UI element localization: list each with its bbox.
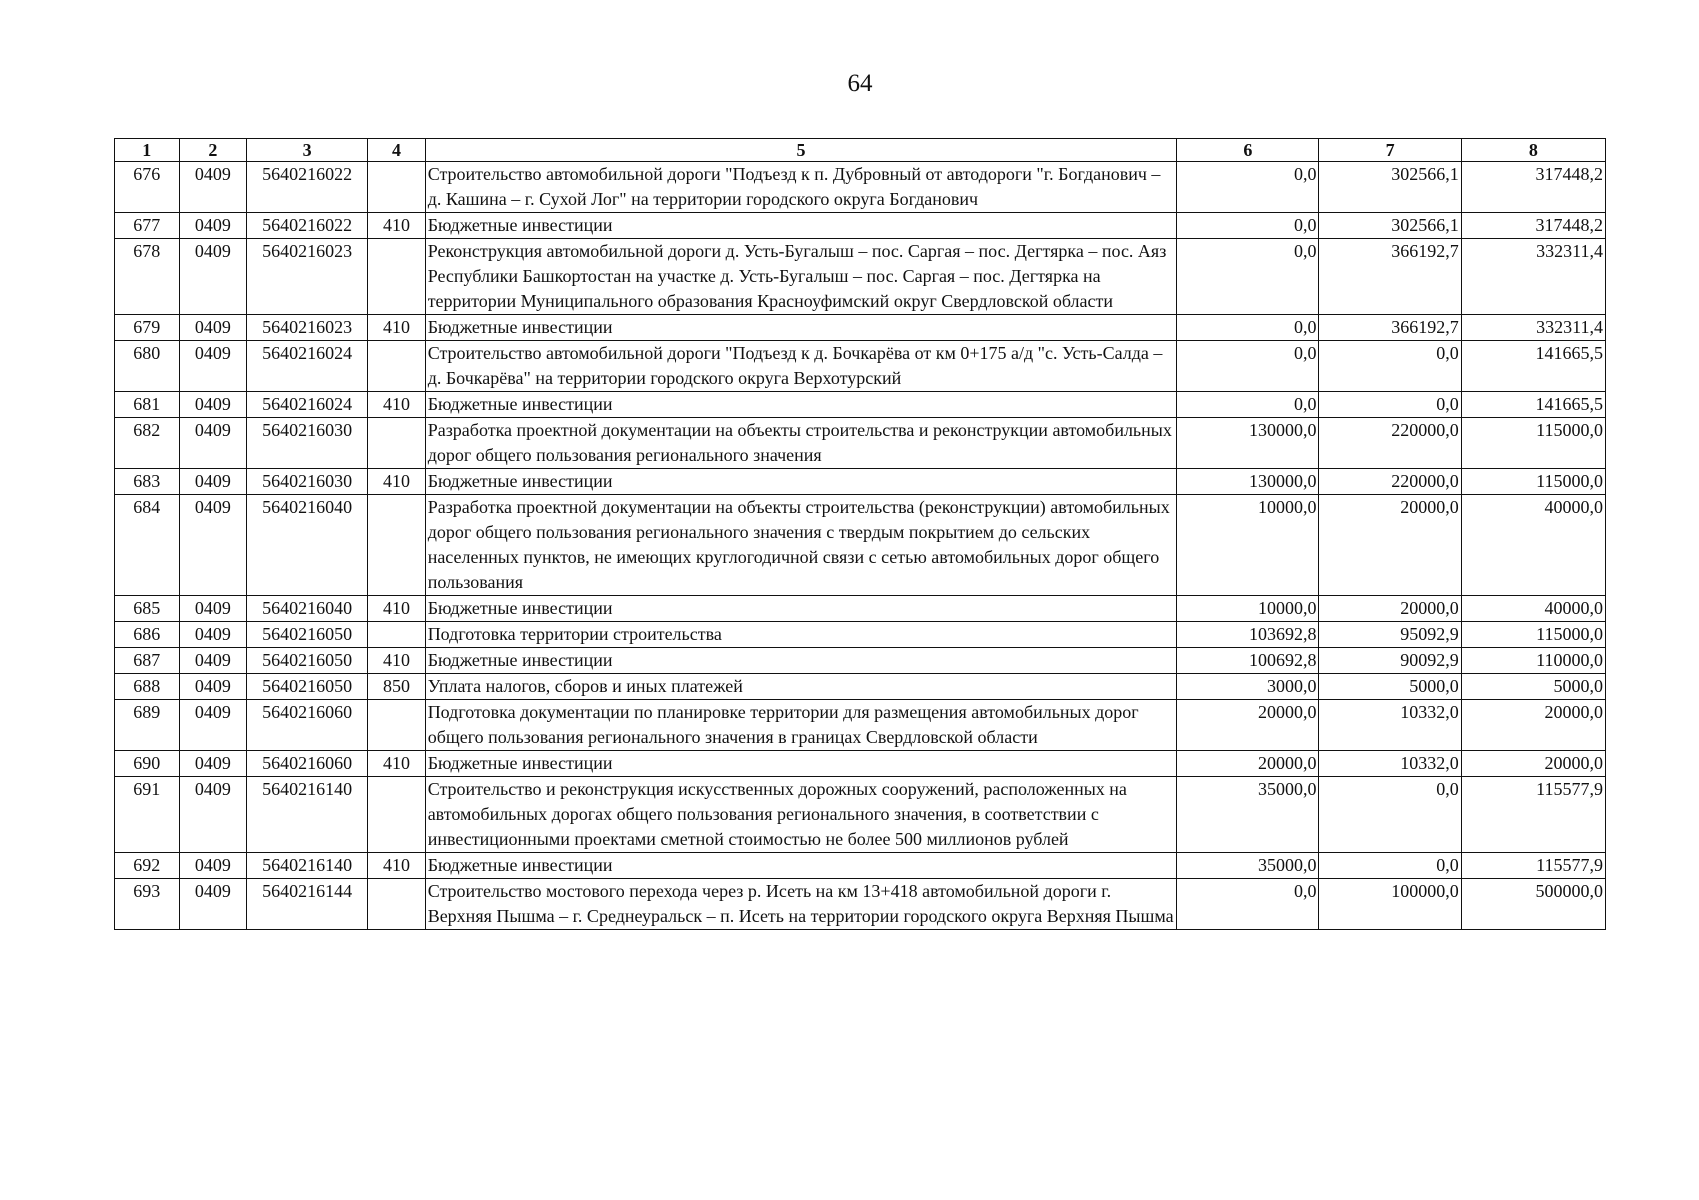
expense-type-code: 410 (368, 392, 426, 418)
amount-col7: 0,0 (1319, 341, 1461, 392)
target-code: 5640216050 (247, 648, 368, 674)
amount-col7: 10332,0 (1319, 751, 1461, 777)
row-number: 679 (115, 315, 180, 341)
target-code: 5640216023 (247, 315, 368, 341)
amount-col6: 0,0 (1177, 315, 1319, 341)
amount-col6: 0,0 (1177, 213, 1319, 239)
expense-type-code (368, 700, 426, 751)
expense-type-code (368, 162, 426, 213)
amount-col8: 332311,4 (1461, 239, 1605, 315)
amount-col6: 130000,0 (1177, 469, 1319, 495)
table-row (115, 162, 1606, 213)
expense-type-code: 410 (368, 648, 426, 674)
amount-col7: 95092,9 (1319, 622, 1461, 648)
section-code: 0409 (179, 700, 247, 751)
expense-type-code: 410 (368, 596, 426, 622)
table-row (115, 239, 1606, 315)
amount-col7: 302566,1 (1319, 162, 1461, 213)
table-row (115, 751, 1606, 777)
column-header: 3 (247, 139, 368, 162)
section-code: 0409 (179, 674, 247, 700)
expense-type-code (368, 239, 426, 315)
target-code: 5640216050 (247, 622, 368, 648)
amount-col8: 40000,0 (1461, 596, 1605, 622)
target-code: 5640216023 (247, 239, 368, 315)
amount-col6: 103692,8 (1177, 622, 1319, 648)
item-name: Бюджетные инвестиции (425, 751, 1177, 777)
item-name: Строительство мостового перехода через р. Исеть на км 13+418 автомобильной дороги г. Верхняя Пышма – г. Среднеуральск – п. Исеть на территории городского округа Верхняя Пышма (425, 879, 1177, 930)
row-number: 692 (115, 853, 180, 879)
amount-col7: 366192,7 (1319, 315, 1461, 341)
table-row (115, 213, 1606, 239)
item-name: Бюджетные инвестиции (425, 853, 1177, 879)
section-code: 0409 (179, 341, 247, 392)
section-code: 0409 (179, 648, 247, 674)
amount-col6: 0,0 (1177, 162, 1319, 213)
amount-col6: 3000,0 (1177, 674, 1319, 700)
amount-col6: 0,0 (1177, 879, 1319, 930)
table-row (115, 700, 1606, 751)
table-row (115, 622, 1606, 648)
section-code: 0409 (179, 213, 247, 239)
row-number: 683 (115, 469, 180, 495)
target-code: 5640216060 (247, 751, 368, 777)
section-code: 0409 (179, 392, 247, 418)
target-code: 5640216022 (247, 213, 368, 239)
amount-col8: 40000,0 (1461, 495, 1605, 596)
row-number: 684 (115, 495, 180, 596)
section-code: 0409 (179, 853, 247, 879)
target-code: 5640216022 (247, 162, 368, 213)
row-number: 682 (115, 418, 180, 469)
item-name: Разработка проектной документации на объекты строительства (реконструкции) автомобильных дорог общего пользования регионального значения с твердым покрытием до сельских населенных пунктов, не имеющих круглогодичной связи с сетью автомобильных дорог общего пользования (425, 495, 1177, 596)
table-row (115, 777, 1606, 853)
section-code: 0409 (179, 162, 247, 213)
amount-col8: 115577,9 (1461, 853, 1605, 879)
item-name: Бюджетные инвестиции (425, 315, 1177, 341)
row-number: 686 (115, 622, 180, 648)
target-code: 5640216024 (247, 392, 368, 418)
row-number: 691 (115, 777, 180, 853)
amount-col8: 332311,4 (1461, 315, 1605, 341)
amount-col7: 0,0 (1319, 853, 1461, 879)
amount-col7: 220000,0 (1319, 469, 1461, 495)
section-code: 0409 (179, 239, 247, 315)
amount-col6: 35000,0 (1177, 777, 1319, 853)
expense-type-code: 410 (368, 213, 426, 239)
column-header: 2 (179, 139, 247, 162)
target-code: 5640216060 (247, 700, 368, 751)
table-row (115, 674, 1606, 700)
amount-col8: 115000,0 (1461, 418, 1605, 469)
table-row (115, 418, 1606, 469)
amount-col6: 0,0 (1177, 392, 1319, 418)
amount-col8: 317448,2 (1461, 162, 1605, 213)
section-code: 0409 (179, 469, 247, 495)
expense-type-code (368, 879, 426, 930)
page-number: 64 (847, 70, 873, 97)
column-header: 4 (368, 139, 426, 162)
amount-col7: 90092,9 (1319, 648, 1461, 674)
amount-col8: 115000,0 (1461, 469, 1605, 495)
amount-col7: 0,0 (1319, 392, 1461, 418)
item-name: Строительство автомобильной дороги "Подъезд к д. Бочкарёва от км 0+175 а/д "с. Усть-Салда – д. Бочкарёва" на территории городского округа Верхотурский (425, 341, 1177, 392)
target-code: 5640216030 (247, 469, 368, 495)
table-row (115, 495, 1606, 596)
row-number: 676 (115, 162, 180, 213)
table-row (115, 469, 1606, 495)
expense-type-code (368, 341, 426, 392)
expense-type-code (368, 622, 426, 648)
row-number: 687 (115, 648, 180, 674)
section-code: 0409 (179, 777, 247, 853)
expense-type-code: 410 (368, 315, 426, 341)
row-number: 680 (115, 341, 180, 392)
section-code: 0409 (179, 751, 247, 777)
amount-col8: 115577,9 (1461, 777, 1605, 853)
item-name: Бюджетные инвестиции (425, 392, 1177, 418)
row-number: 688 (115, 674, 180, 700)
row-number: 678 (115, 239, 180, 315)
table-row (115, 596, 1606, 622)
amount-col8: 317448,2 (1461, 213, 1605, 239)
column-header: 7 (1319, 139, 1461, 162)
amount-col6: 20000,0 (1177, 751, 1319, 777)
target-code: 5640216050 (247, 674, 368, 700)
item-name: Подготовка территории строительства (425, 622, 1177, 648)
amount-col7: 366192,7 (1319, 239, 1461, 315)
section-code: 0409 (179, 879, 247, 930)
table-header (115, 139, 1606, 162)
column-header: 8 (1461, 139, 1605, 162)
row-number: 689 (115, 700, 180, 751)
amount-col8: 20000,0 (1461, 751, 1605, 777)
budget-table (114, 138, 1606, 930)
amount-col8: 115000,0 (1461, 622, 1605, 648)
amount-col6: 130000,0 (1177, 418, 1319, 469)
table-body (115, 162, 1606, 930)
column-header: 1 (115, 139, 180, 162)
item-name: Бюджетные инвестиции (425, 213, 1177, 239)
section-code: 0409 (179, 596, 247, 622)
expense-type-code (368, 418, 426, 469)
amount-col8: 5000,0 (1461, 674, 1605, 700)
amount-col6: 20000,0 (1177, 700, 1319, 751)
item-name: Строительство автомобильной дороги "Подъезд к п. Дубровный от автодороги "г. Богданович – д. Кашина – г. Сухой Лог" на территории городского округа Богданович (425, 162, 1177, 213)
amount-col7: 220000,0 (1319, 418, 1461, 469)
column-header: 5 (425, 139, 1177, 162)
amount-col7: 20000,0 (1319, 495, 1461, 596)
table-row (115, 341, 1606, 392)
target-code: 5640216140 (247, 853, 368, 879)
amount-col8: 141665,5 (1461, 341, 1605, 392)
expense-type-code: 410 (368, 751, 426, 777)
item-name: Подготовка документации по планировке территории для размещения автомобильных дорог общего пользования регионального значения в границах Свердловской области (425, 700, 1177, 751)
item-name: Бюджетные инвестиции (425, 469, 1177, 495)
section-code: 0409 (179, 315, 247, 341)
amount-col8: 20000,0 (1461, 700, 1605, 751)
item-name: Строительство и реконструкция искусственных дорожных сооружений, расположенных на автомобильных дорогах общего пользования регионального значения, в соответствии с инвестиционными проектами сметной стоимостью не более 500 миллионов рублей (425, 777, 1177, 853)
target-code: 5640216140 (247, 777, 368, 853)
expense-type-code: 850 (368, 674, 426, 700)
amount-col6: 10000,0 (1177, 596, 1319, 622)
target-code: 5640216040 (247, 596, 368, 622)
section-code: 0409 (179, 622, 247, 648)
item-name: Уплата налогов, сборов и иных платежей (425, 674, 1177, 700)
amount-col7: 0,0 (1319, 777, 1461, 853)
row-number: 681 (115, 392, 180, 418)
amount-col6: 0,0 (1177, 239, 1319, 315)
table-row (115, 879, 1606, 930)
row-number: 685 (115, 596, 180, 622)
target-code: 5640216024 (247, 341, 368, 392)
amount-col7: 20000,0 (1319, 596, 1461, 622)
item-name: Бюджетные инвестиции (425, 596, 1177, 622)
amount-col6: 10000,0 (1177, 495, 1319, 596)
item-name: Реконструкция автомобильной дороги д. Усть-Бугалыш – пос. Саргая – пос. Дегтярка – пос. Аяз Республики Башкортостан на участке д. Усть-Бугалыш – пос. Саргая – пос. Дегтярка на территории Муниципального образования Красноуфимский округ Свердловской области (425, 239, 1177, 315)
amount-col8: 500000,0 (1461, 879, 1605, 930)
expense-type-code: 410 (368, 469, 426, 495)
expense-type-code (368, 777, 426, 853)
table-row (115, 648, 1606, 674)
row-number: 677 (115, 213, 180, 239)
target-code: 5640216144 (247, 879, 368, 930)
amount-col7: 302566,1 (1319, 213, 1461, 239)
target-code: 5640216030 (247, 418, 368, 469)
section-code: 0409 (179, 495, 247, 596)
amount-col8: 141665,5 (1461, 392, 1605, 418)
table-row (115, 853, 1606, 879)
header-row (115, 139, 1606, 162)
table-row (115, 392, 1606, 418)
amount-col8: 110000,0 (1461, 648, 1605, 674)
section-code: 0409 (179, 418, 247, 469)
table-row (115, 315, 1606, 341)
amount-col7: 100000,0 (1319, 879, 1461, 930)
amount-col7: 10332,0 (1319, 700, 1461, 751)
amount-col6: 35000,0 (1177, 853, 1319, 879)
amount-col6: 0,0 (1177, 341, 1319, 392)
column-header: 6 (1177, 139, 1319, 162)
expense-type-code (368, 495, 426, 596)
row-number: 693 (115, 879, 180, 930)
row-number: 690 (115, 751, 180, 777)
item-name: Бюджетные инвестиции (425, 648, 1177, 674)
target-code: 5640216040 (247, 495, 368, 596)
amount-col6: 100692,8 (1177, 648, 1319, 674)
expense-type-code: 410 (368, 853, 426, 879)
amount-col7: 5000,0 (1319, 674, 1461, 700)
item-name: Разработка проектной документации на объекты строительства и реконструкции автомобильных дорог общего пользования регионального значения (425, 418, 1177, 469)
